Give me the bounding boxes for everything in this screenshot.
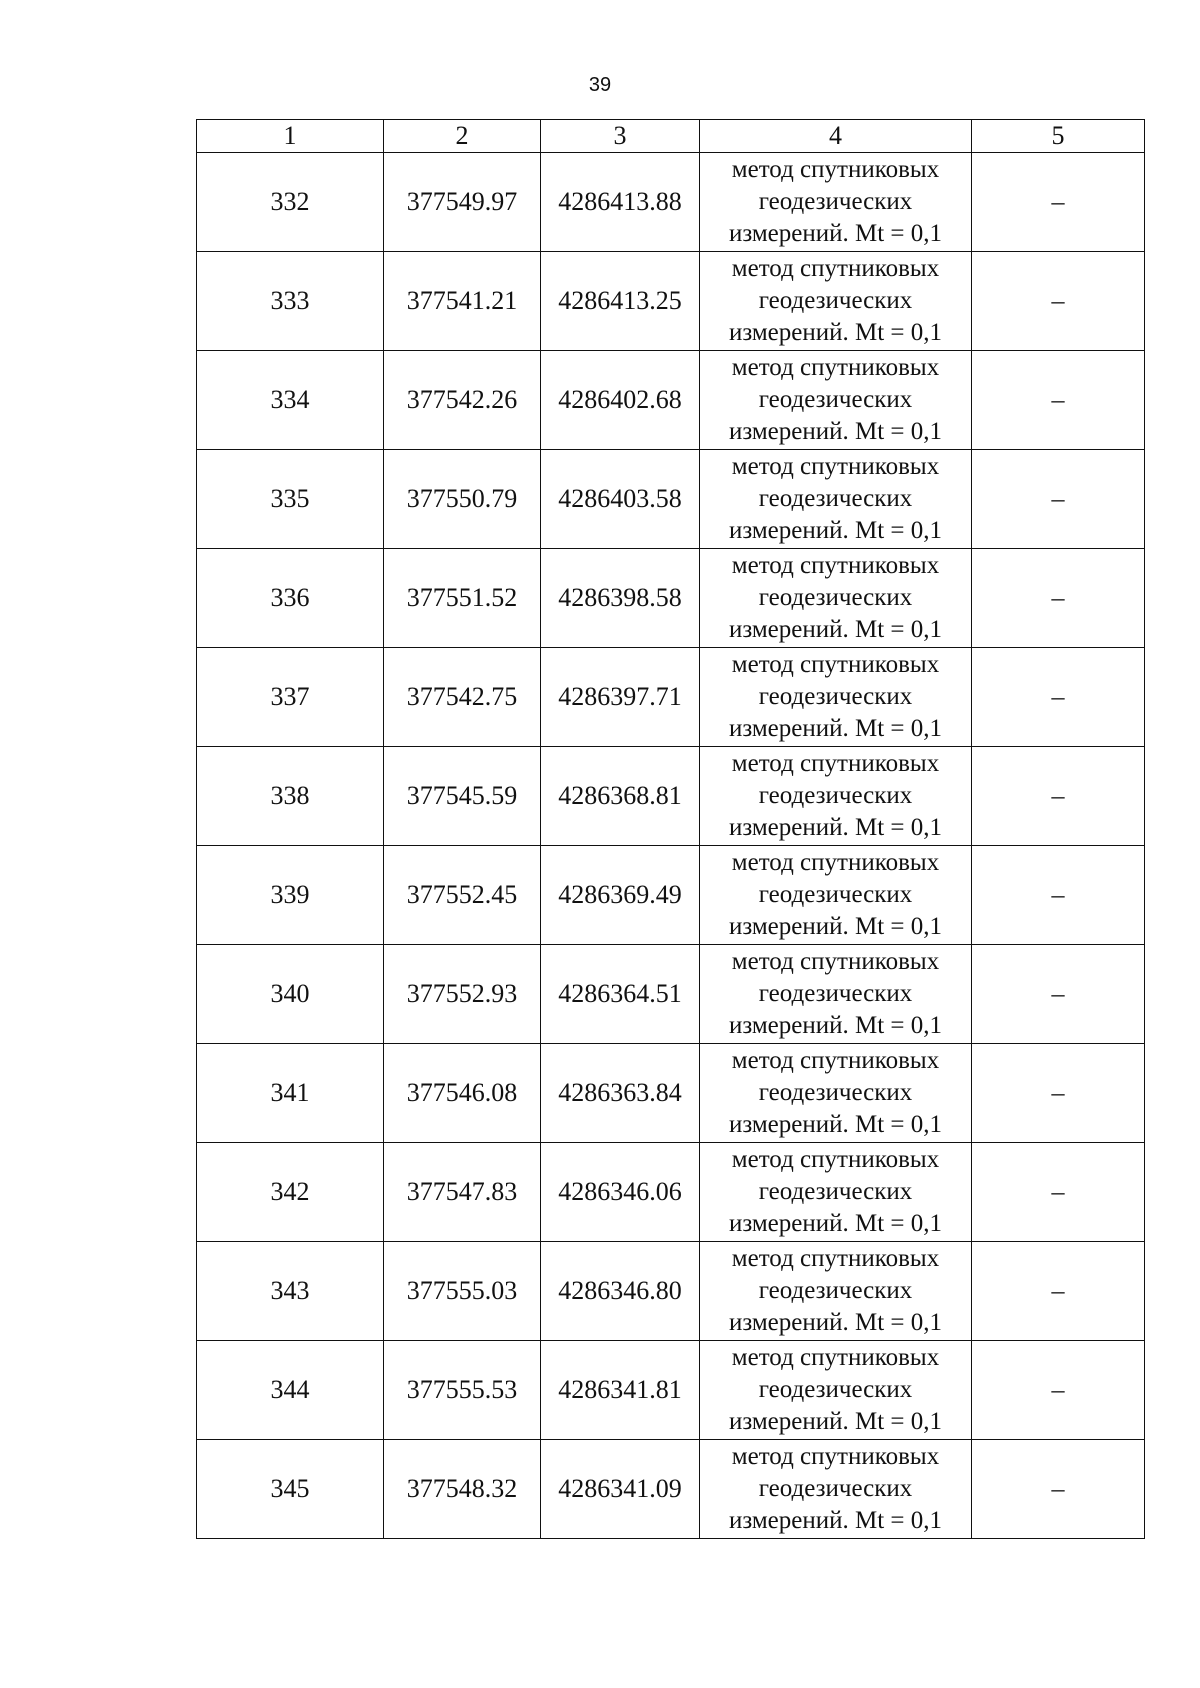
method-line-1: метод спутниковых: [731, 453, 940, 480]
method-line-3: измерений. Mt = 0,1: [728, 1210, 943, 1237]
column-header-1: 1: [197, 120, 384, 153]
table-row: [197, 1143, 1145, 1242]
method-cell: [700, 1242, 972, 1341]
method-line-1: метод спутниковых: [731, 156, 940, 183]
note-cell: –: [972, 549, 1145, 648]
x-coordinate-cell: 377541.21: [384, 252, 541, 351]
method-line-2: геодезических: [758, 1178, 913, 1205]
note-cell: –: [972, 846, 1145, 945]
table-row: [197, 648, 1145, 747]
y-coordinate-cell: 4286402.68: [541, 351, 700, 450]
method-line-1: метод спутниковых: [731, 849, 940, 876]
method-line-2: геодезических: [758, 881, 913, 908]
y-coordinate-cell: 4286413.88: [541, 153, 700, 252]
y-coordinate-cell: 4286346.06: [541, 1143, 700, 1242]
y-coordinate-cell: 4286346.80: [541, 1242, 700, 1341]
method-line-3: измерений. Mt = 0,1: [728, 814, 943, 841]
method-line-1: метод спутниковых: [731, 1245, 940, 1272]
method-line-2: геодезических: [758, 1079, 913, 1106]
x-coordinate-cell: 377547.83: [384, 1143, 541, 1242]
y-coordinate-cell: 4286341.81: [541, 1341, 700, 1440]
method-line-3: измерений. Mt = 0,1: [728, 1507, 943, 1534]
method-line-2: геодезических: [758, 782, 913, 809]
y-coordinate-cell: 4286369.49: [541, 846, 700, 945]
method-line-3: измерений. Mt = 0,1: [728, 1012, 943, 1039]
note-cell: –: [972, 1440, 1145, 1539]
note-cell: –: [972, 153, 1145, 252]
point-number-cell: 343: [197, 1242, 384, 1341]
point-number-cell: 336: [197, 549, 384, 648]
method-line-1: метод спутниковых: [731, 552, 940, 579]
method-line-1: метод спутниковых: [731, 1146, 940, 1173]
table-row: [197, 846, 1145, 945]
method-cell: [700, 252, 972, 351]
method-cell: [700, 351, 972, 450]
method-line-1: метод спутниковых: [731, 255, 940, 282]
note-cell: –: [972, 351, 1145, 450]
point-number-cell: 332: [197, 153, 384, 252]
table-row: [197, 252, 1145, 351]
table-row: [197, 351, 1145, 450]
method-line-3: измерений. Mt = 0,1: [728, 418, 943, 445]
y-coordinate-cell: 4286341.09: [541, 1440, 700, 1539]
note-cell: –: [972, 1044, 1145, 1143]
method-line-3: измерений. Mt = 0,1: [728, 220, 943, 247]
x-coordinate-cell: 377548.32: [384, 1440, 541, 1539]
table-row: [197, 450, 1145, 549]
table-row: [197, 747, 1145, 846]
point-number-cell: 339: [197, 846, 384, 945]
method-line-3: измерений. Mt = 0,1: [728, 616, 943, 643]
method-line-2: геодезических: [758, 287, 913, 314]
note-cell: –: [972, 648, 1145, 747]
method-line-2: геодезических: [758, 584, 913, 611]
method-line-1: метод спутниковых: [731, 1443, 940, 1470]
method-line-1: метод спутниковых: [731, 1344, 940, 1371]
method-cell: [700, 549, 972, 648]
point-number-cell: 334: [197, 351, 384, 450]
method-line-1: метод спутниковых: [731, 948, 940, 975]
x-coordinate-cell: 377552.93: [384, 945, 541, 1044]
x-coordinate-cell: 377552.45: [384, 846, 541, 945]
method-cell: [700, 747, 972, 846]
method-line-3: измерений. Mt = 0,1: [728, 1309, 943, 1336]
method-cell: [700, 153, 972, 252]
method-line-3: измерений. Mt = 0,1: [728, 517, 943, 544]
method-line-2: геодезических: [758, 683, 913, 710]
note-cell: –: [972, 1143, 1145, 1242]
table-body: [197, 153, 1145, 1539]
point-number-cell: 344: [197, 1341, 384, 1440]
method-line-1: метод спутниковых: [731, 750, 940, 777]
note-cell: –: [972, 1242, 1145, 1341]
column-header-3: 3: [541, 120, 700, 153]
x-coordinate-cell: 377542.75: [384, 648, 541, 747]
method-cell: [700, 846, 972, 945]
table-row: [197, 1242, 1145, 1341]
method-line-3: измерений. Mt = 0,1: [728, 1111, 943, 1138]
table-row: [197, 1440, 1145, 1539]
note-cell: –: [972, 1341, 1145, 1440]
point-number-cell: 342: [197, 1143, 384, 1242]
method-cell: [700, 450, 972, 549]
y-coordinate-cell: 4286368.81: [541, 747, 700, 846]
y-coordinate-cell: 4286397.71: [541, 648, 700, 747]
table-row: [197, 549, 1145, 648]
note-cell: –: [972, 450, 1145, 549]
point-number-cell: 338: [197, 747, 384, 846]
column-header-2: 2: [384, 120, 541, 153]
point-number-cell: 340: [197, 945, 384, 1044]
table-row: [197, 945, 1145, 1044]
x-coordinate-cell: 377546.08: [384, 1044, 541, 1143]
note-cell: –: [972, 747, 1145, 846]
method-cell: [700, 648, 972, 747]
table-header-row: [197, 120, 1145, 153]
table-row: [197, 1341, 1145, 1440]
method-line-3: измерений. Mt = 0,1: [728, 1408, 943, 1435]
point-number-cell: 337: [197, 648, 384, 747]
method-line-2: геодезических: [758, 386, 913, 413]
x-coordinate-cell: 377549.97: [384, 153, 541, 252]
x-coordinate-cell: 377545.59: [384, 747, 541, 846]
method-line-2: геодезических: [758, 1277, 913, 1304]
method-line-3: измерений. Mt = 0,1: [728, 319, 943, 346]
method-line-3: измерений. Mt = 0,1: [728, 715, 943, 742]
column-header-5: 5: [972, 120, 1145, 153]
method-cell: [700, 945, 972, 1044]
y-coordinate-cell: 4286363.84: [541, 1044, 700, 1143]
method-line-1: метод спутниковых: [731, 651, 940, 678]
table-row: [197, 153, 1145, 252]
column-header-4: 4: [700, 120, 972, 153]
x-coordinate-cell: 377550.79: [384, 450, 541, 549]
method-cell: [700, 1143, 972, 1242]
method-line-2: геодезических: [758, 485, 913, 512]
x-coordinate-cell: 377542.26: [384, 351, 541, 450]
method-line-3: измерений. Mt = 0,1: [728, 913, 943, 940]
method-line-1: метод спутниковых: [731, 354, 940, 381]
x-coordinate-cell: 377555.03: [384, 1242, 541, 1341]
y-coordinate-cell: 4286364.51: [541, 945, 700, 1044]
method-line-2: геодезических: [758, 980, 913, 1007]
page-number: 39: [588, 74, 612, 96]
method-line-1: метод спутниковых: [731, 1047, 940, 1074]
point-number-cell: 333: [197, 252, 384, 351]
method-line-2: геодезических: [758, 1376, 913, 1403]
coordinates-table: [196, 119, 1145, 1539]
point-number-cell: 341: [197, 1044, 384, 1143]
y-coordinate-cell: 4286403.58: [541, 450, 700, 549]
y-coordinate-cell: 4286413.25: [541, 252, 700, 351]
x-coordinate-cell: 377551.52: [384, 549, 541, 648]
method-cell: [700, 1440, 972, 1539]
note-cell: –: [972, 945, 1145, 1044]
x-coordinate-cell: 377555.53: [384, 1341, 541, 1440]
method-line-2: геодезических: [758, 1475, 913, 1502]
point-number-cell: 345: [197, 1440, 384, 1539]
note-cell: –: [972, 252, 1145, 351]
table-row: [197, 1044, 1145, 1143]
point-number-cell: 335: [197, 450, 384, 549]
method-cell: [700, 1044, 972, 1143]
method-line-2: геодезических: [758, 188, 913, 215]
y-coordinate-cell: 4286398.58: [541, 549, 700, 648]
method-cell: [700, 1341, 972, 1440]
